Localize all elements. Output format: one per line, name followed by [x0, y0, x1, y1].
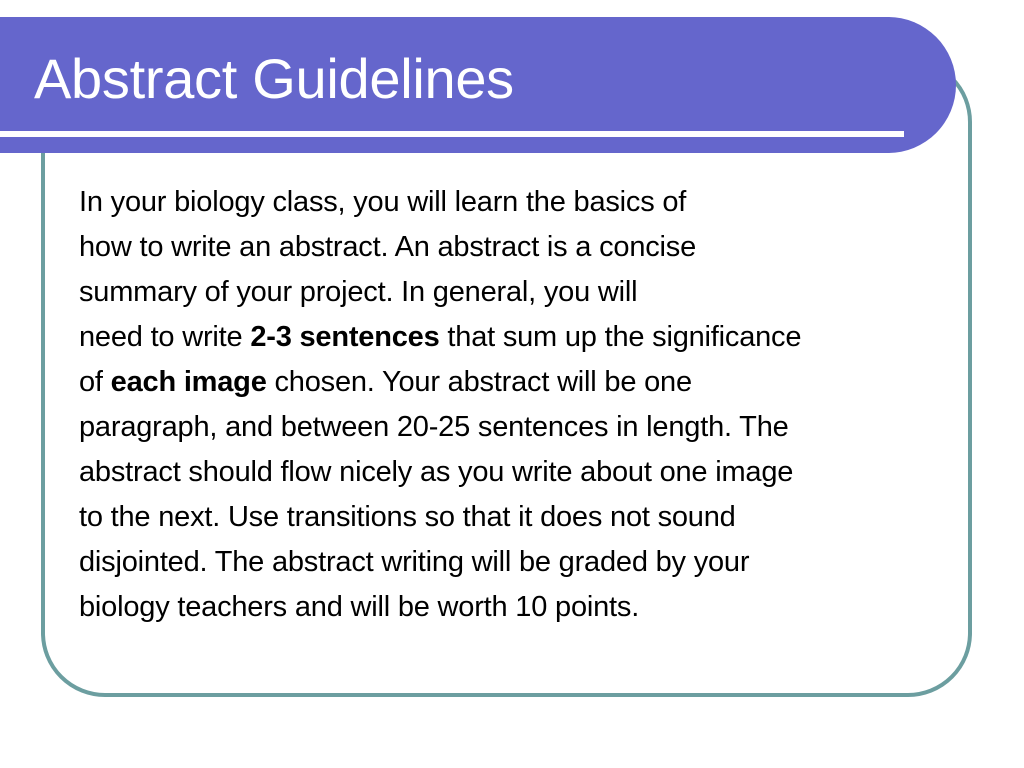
body-line: In your biology class, you will learn the basics of: [79, 186, 687, 218]
body-text-run: that sum up the significance: [439, 321, 802, 353]
body-line: to the next. Use transitions so that it does not sound: [79, 501, 736, 533]
body-line: biology teachers and will be worth 10 points.: [79, 591, 640, 623]
body-line: [79, 315, 959, 360]
body-paragraph: [79, 180, 959, 630]
emphasis-sentences: 2-3 sentences: [250, 321, 440, 353]
body-line: how to write an abstract. An abstract is a concise: [79, 231, 697, 263]
slide-title: Abstract Guidelines: [34, 47, 514, 110]
body-text-run: of: [79, 366, 111, 398]
body-line: summary of your project. In general, you will: [79, 276, 638, 308]
body-line: disjointed. The abstract writing will be graded by your: [79, 546, 750, 578]
body-text-run: need to write: [79, 321, 251, 353]
emphasis-each-image: each image: [110, 366, 267, 398]
body-line: abstract should flow nicely as you write about one image: [79, 456, 794, 488]
body-line: [79, 360, 959, 405]
body-line: paragraph, and between 20-25 sentences in length. The: [79, 411, 789, 443]
title-underline: [0, 131, 904, 137]
body-text-run: chosen. Your abstract will be one: [266, 366, 692, 398]
